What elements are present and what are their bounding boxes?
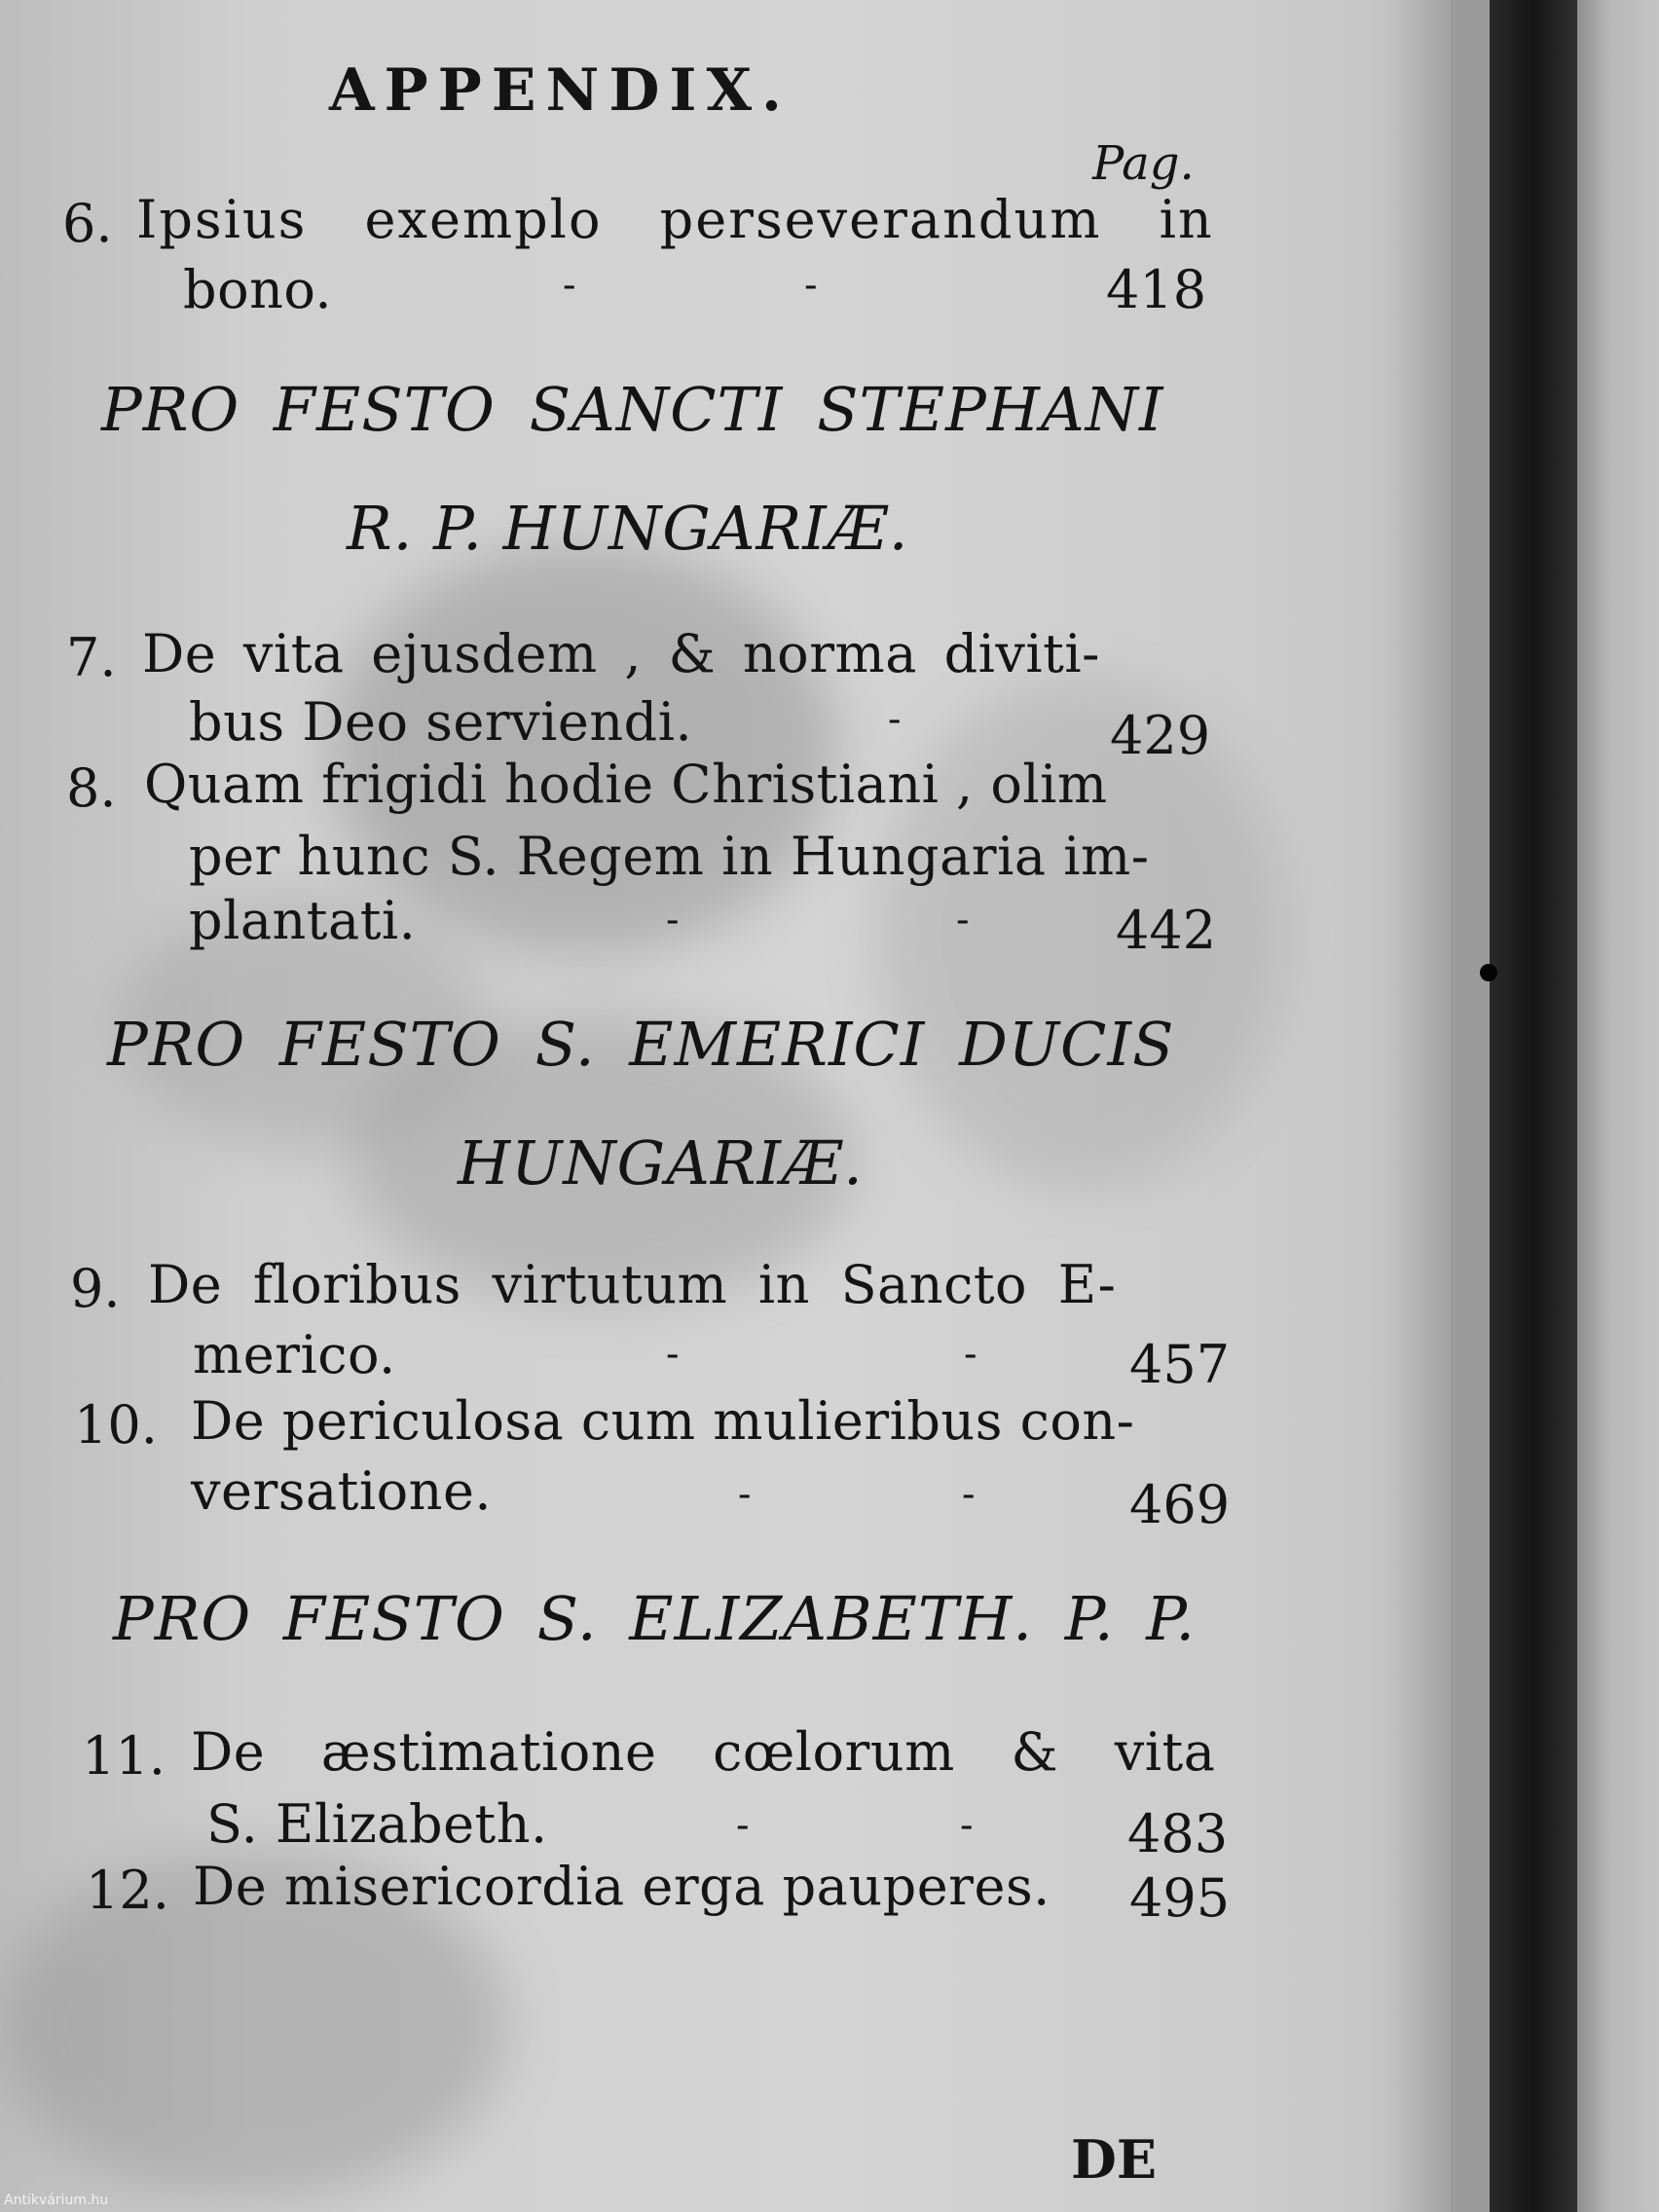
entry-title-line: De floribus virtutum in Sancto E- <box>148 1254 1117 1315</box>
entry-page-number: 429 <box>1110 705 1211 766</box>
entry-title-line: De vita ejusdem , & norma diviti- <box>142 623 1100 684</box>
page-fore-edge <box>1451 0 1490 2212</box>
entry-number: 7. <box>66 627 117 688</box>
section-heading: R. P. HUNGARIÆ. <box>347 493 909 564</box>
leader-dot: - <box>888 697 902 742</box>
leader-dot: - <box>666 898 680 942</box>
book-binding <box>1490 0 1577 2212</box>
catchword: DE <box>1071 2128 1157 2191</box>
leader-dot: - <box>956 898 970 942</box>
entry-number: 8. <box>66 757 117 819</box>
entry-title-line: per hunc S. Regem in Hungaria im- <box>189 826 1150 887</box>
entry-title-line: S. Elizabeth. <box>206 1793 548 1855</box>
entry-page-number: 469 <box>1129 1474 1231 1535</box>
leader-dot: - <box>964 1332 977 1377</box>
entry-page-number: 418 <box>1106 259 1207 320</box>
watermark: Antikvárium.hu <box>4 2193 109 2208</box>
entry-title-line: merico. <box>193 1324 396 1385</box>
entry-number: 10. <box>74 1394 158 1456</box>
entry-page-number: 483 <box>1127 1803 1229 1864</box>
leader-dot: - <box>962 1472 976 1517</box>
entry-title-line: Ipsius exemplo perseverandum in <box>136 189 1214 250</box>
entry-title-line: Quam frigidi hodie Christiani , olim <box>144 754 1108 815</box>
leader-dot: - <box>563 263 576 308</box>
page-column-label: Pag. <box>1092 136 1195 191</box>
running-head: APPENDIX. <box>329 56 792 125</box>
entry-number: 11. <box>82 1725 166 1787</box>
entry-page-number: 495 <box>1129 1867 1231 1929</box>
entry-title-line: plantati. <box>189 890 417 951</box>
binding-nail <box>1480 964 1497 981</box>
entry-title-line: versatione. <box>191 1460 493 1522</box>
book-cover-edge <box>1577 0 1659 2212</box>
section-heading: HUNGARIÆ. <box>458 1127 864 1198</box>
section-heading: PRO FESTO SANCTI STEPHANI <box>101 374 1164 445</box>
entry-page-number: 442 <box>1116 900 1217 961</box>
entry-number: 9. <box>70 1258 121 1319</box>
entry-title-line: De æstimatione cœlorum & vita <box>191 1721 1216 1783</box>
leader-dot: - <box>738 1472 752 1517</box>
entry-page-number: 457 <box>1129 1334 1231 1395</box>
entry-title-line: De periculosa cum mulieribus con- <box>191 1390 1135 1452</box>
entry-title-line: De misericordia erga pauperes. <box>193 1856 1051 1917</box>
leader-dot: - <box>960 1803 974 1848</box>
entry-title-line: bus Deo serviendi. <box>189 691 693 753</box>
entry-title-line: bono. <box>183 259 333 320</box>
section-heading: PRO FESTO S. EMERICI DUCIS <box>107 1009 1175 1080</box>
leader-dot: - <box>804 263 818 308</box>
entry-number: 6. <box>62 193 113 254</box>
leader-dot: - <box>666 1332 680 1377</box>
entry-number: 12. <box>86 1860 169 1921</box>
section-heading: PRO FESTO S. ELIZABETH. P. P. <box>113 1583 1197 1654</box>
leader-dot: - <box>736 1803 750 1848</box>
